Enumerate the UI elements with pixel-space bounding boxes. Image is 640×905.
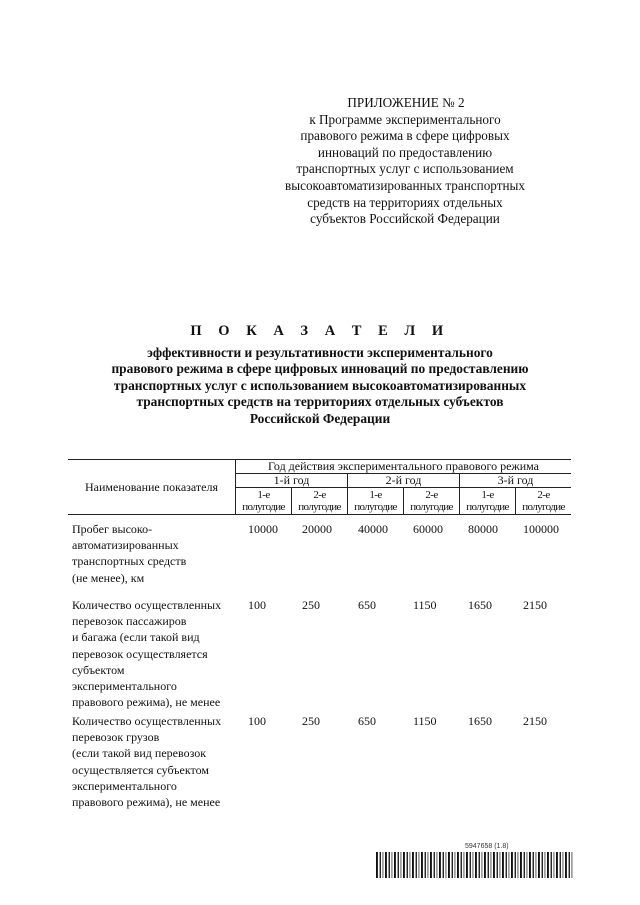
half-year-header: 1-е полугодие xyxy=(236,488,292,515)
barcode-bar xyxy=(556,852,558,878)
barcode-bar xyxy=(412,852,414,878)
indicator-label: Пробег высоко- автоматизированных транспортных средств (не менее), км xyxy=(72,522,187,585)
barcode-bar xyxy=(509,852,510,878)
barcode-bar xyxy=(376,852,378,878)
indicator-value: 10000 xyxy=(248,522,278,536)
indicator-value: 60000 xyxy=(413,522,443,536)
barcode-bar xyxy=(439,852,441,878)
page-title: П О К А З А Т Е Л И xyxy=(190,323,450,339)
barcode-bar xyxy=(479,852,480,878)
barcode-bar xyxy=(394,852,396,878)
appendix-line: инноваций по предоставлению xyxy=(317,144,493,160)
barcode xyxy=(376,852,574,878)
appendix-line: субъектов Российской Федерации xyxy=(310,211,500,227)
barcode-bar xyxy=(493,852,495,878)
year-header-1: 1-й год xyxy=(236,474,348,488)
barcode-bar xyxy=(560,852,561,878)
barcode-bar xyxy=(520,852,522,878)
indicator-value: 1650 xyxy=(468,714,492,728)
year-header-3: 3-й год xyxy=(460,474,572,488)
period-header: Год действия экспериментального правового режима xyxy=(236,460,572,474)
name-column-header: Наименование показателя xyxy=(68,460,236,515)
barcode-bar xyxy=(401,852,402,878)
barcode-bar xyxy=(457,852,459,878)
half-year-header: 1-е полугодие xyxy=(460,488,516,515)
barcode-bar xyxy=(515,852,516,878)
subtitle-line: транспортных средств на территориях отдельных субъектов xyxy=(136,394,504,410)
barcode-bar xyxy=(437,852,438,878)
barcode-bar xyxy=(497,852,498,878)
barcode-bar xyxy=(484,852,486,878)
barcode-bar xyxy=(491,852,492,878)
indicator-value: 80000 xyxy=(468,522,498,536)
subtitle-line: транспортных услуг с использованием высокоавтоматизированных xyxy=(113,377,527,393)
barcode-bar xyxy=(500,852,501,878)
document-code: 5947658 (1.8) xyxy=(465,843,509,850)
barcode-bar xyxy=(482,852,483,878)
appendix-line: высокоавтоматизированных транспортных xyxy=(285,177,525,193)
barcode-bar xyxy=(410,852,411,878)
indicator-value: 650 xyxy=(358,598,376,612)
indicator-value: 20000 xyxy=(302,522,332,536)
half-year-header: 2-е полугодие xyxy=(292,488,348,515)
barcode-bar xyxy=(455,852,456,878)
barcode-bar xyxy=(383,852,384,878)
barcode-bar xyxy=(448,852,450,878)
barcode-bar xyxy=(542,852,543,878)
barcode-bar xyxy=(425,852,426,878)
indicator-value: 2150 xyxy=(523,598,547,612)
appendix-line: правового режима в сфере цифровых xyxy=(300,128,510,144)
barcode-bar xyxy=(430,852,432,878)
subtitle-line: правового режима в сфере цифровых инноваций по предоставлению xyxy=(111,361,529,377)
appendix-block xyxy=(255,95,555,228)
barcode-bar xyxy=(380,852,381,878)
barcode-bar xyxy=(434,852,435,878)
barcode-bar xyxy=(452,852,453,878)
barcode-bar xyxy=(551,852,552,878)
barcode-bar xyxy=(389,852,390,878)
barcode-bar xyxy=(461,852,462,878)
indicators-table-header xyxy=(68,459,571,515)
barcode-bar xyxy=(569,852,570,878)
barcode-bar xyxy=(502,852,504,878)
indicator-value: 100000 xyxy=(523,522,559,536)
indicator-value: 1150 xyxy=(413,714,437,728)
barcode-bar xyxy=(421,852,423,878)
subtitle-line: эффективности и результативности экспериментального xyxy=(147,345,493,360)
barcode-bar xyxy=(563,852,564,878)
barcode-bar xyxy=(416,852,417,878)
barcode-bar xyxy=(473,852,474,878)
indicator-label: Количество осуществленных перевозок грузов (если такой вид перевозок осуществляется субъектом экспериментального правового режима), не менее xyxy=(72,714,222,810)
barcode-bar xyxy=(446,852,447,878)
barcode-bar xyxy=(464,852,465,878)
indicator-value: 1150 xyxy=(413,598,437,612)
barcode-bar xyxy=(554,852,555,878)
appendix-line: к Программе экспериментального xyxy=(309,111,501,127)
indicator-value: 250 xyxy=(302,714,320,728)
barcode-bar xyxy=(527,852,528,878)
barcode-bar xyxy=(407,852,408,878)
barcode-bar xyxy=(443,852,444,878)
barcode-bar xyxy=(392,852,393,878)
half-year-header: 1-е полугодие xyxy=(348,488,404,515)
barcode-bar xyxy=(529,852,531,878)
appendix-line: средств на территориях отдельных xyxy=(307,194,503,210)
indicator-value: 40000 xyxy=(358,522,388,536)
indicator-value: 250 xyxy=(302,598,320,612)
page-subtitle xyxy=(60,345,580,427)
indicator-value: 100 xyxy=(248,598,266,612)
barcode-bar xyxy=(524,852,525,878)
barcode-bar xyxy=(428,852,429,878)
barcode-bar xyxy=(385,852,387,878)
year-header-2: 2-й год xyxy=(348,474,460,488)
indicator-value: 650 xyxy=(358,714,376,728)
barcode-bar xyxy=(398,852,399,878)
indicator-label: Количество осуществленных перевозок пассажиров и багажа (если такой вид перевозок осуществляется субъектом экспериментального правового режима), не менее xyxy=(72,598,222,710)
barcode-bar xyxy=(565,852,567,878)
barcode-bar xyxy=(475,852,477,878)
barcode-bar xyxy=(547,852,549,878)
barcode-bar xyxy=(470,852,471,878)
barcode-bar xyxy=(572,852,573,878)
barcode-bar xyxy=(536,852,537,878)
barcode-bar xyxy=(403,852,405,878)
barcode-bar xyxy=(545,852,546,878)
subtitle-line: Российской Федерации xyxy=(249,410,391,426)
barcode-bar xyxy=(466,852,468,878)
barcode-bar xyxy=(518,852,519,878)
barcode-bar xyxy=(488,852,489,878)
barcode-bar xyxy=(511,852,513,878)
half-year-header: 2-е полугодие xyxy=(516,488,572,515)
barcode-bar xyxy=(538,852,540,878)
half-year-header: 2-е полугодие xyxy=(404,488,460,515)
appendix-line: транспортных услуг с использованием xyxy=(296,161,514,177)
indicator-value: 1650 xyxy=(468,598,492,612)
barcode-bar xyxy=(506,852,507,878)
indicator-value: 2150 xyxy=(523,714,547,728)
barcode-bar xyxy=(533,852,534,878)
indicator-value: 100 xyxy=(248,714,266,728)
appendix-number: ПРИЛОЖЕНИЕ № 2 xyxy=(347,95,465,110)
barcode-bar xyxy=(419,852,420,878)
